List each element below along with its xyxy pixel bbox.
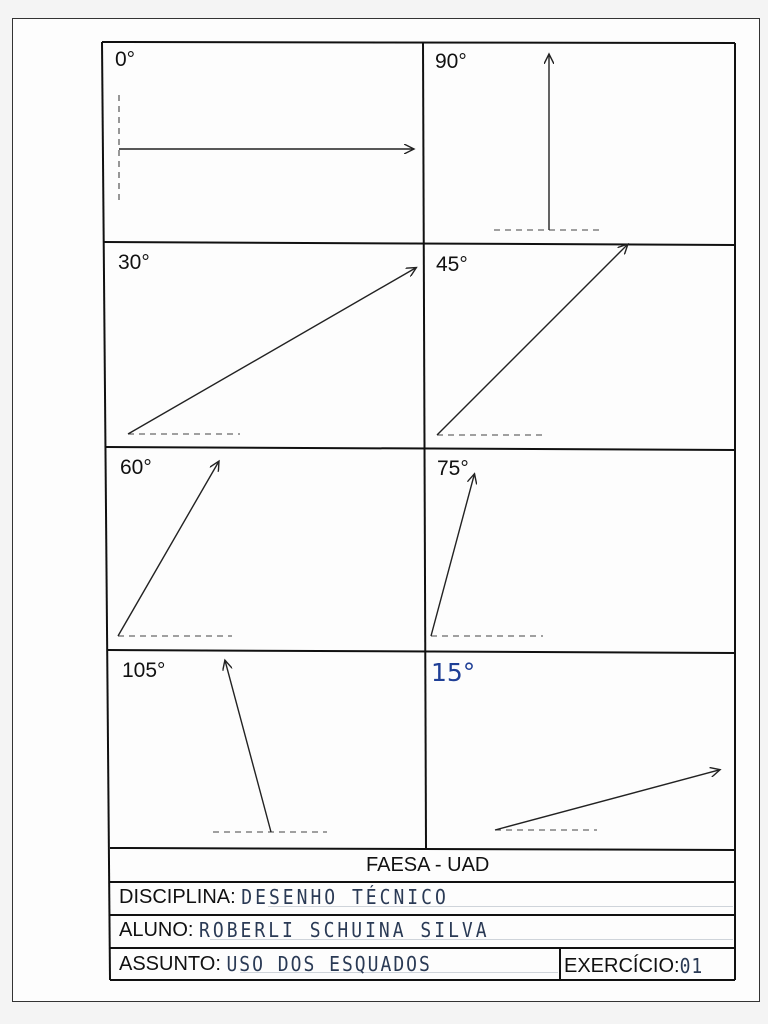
- angle-label-0: 0°: [115, 48, 136, 71]
- angle-label-60: 60°: [120, 456, 152, 479]
- exercise-field: [564, 955, 703, 978]
- exercise-label: EXERCÍCIO:: [564, 955, 680, 977]
- discipline-field: [119, 886, 449, 909]
- angle-label-15: 15°: [431, 658, 476, 687]
- discipline-label: DISCIPLINA:: [119, 886, 236, 908]
- angle-arrow-105: [225, 660, 271, 832]
- angle-label-105: 105°: [122, 659, 166, 682]
- angle-label-45: 45°: [436, 253, 468, 276]
- grid-lines: [102, 42, 735, 980]
- subject-label: ASSUNTO:: [119, 953, 221, 975]
- student-value: ROBERLI SCHUINA SILVA: [199, 918, 490, 943]
- subject-field: [119, 953, 432, 976]
- institution-title: FAESA - UAD: [366, 854, 490, 876]
- angle-label-90: 90°: [435, 50, 467, 73]
- angle-label-30: 30°: [118, 251, 150, 274]
- angle-label-75: 75°: [437, 457, 469, 480]
- angle-arrow-60: [118, 461, 219, 636]
- student-label: ALUNO:: [119, 919, 194, 941]
- angle-constructions: [118, 54, 720, 832]
- student-field: [119, 919, 490, 942]
- exercise-value: 01: [679, 954, 704, 979]
- angle-arrow-30: [128, 268, 416, 435]
- subject-value: USO DOS ESQUADOS: [226, 952, 432, 977]
- discipline-value: DESENHO TÉCNICO: [241, 885, 449, 910]
- angle-arrow-75: [431, 474, 475, 636]
- angle-arrow-15: [495, 770, 720, 830]
